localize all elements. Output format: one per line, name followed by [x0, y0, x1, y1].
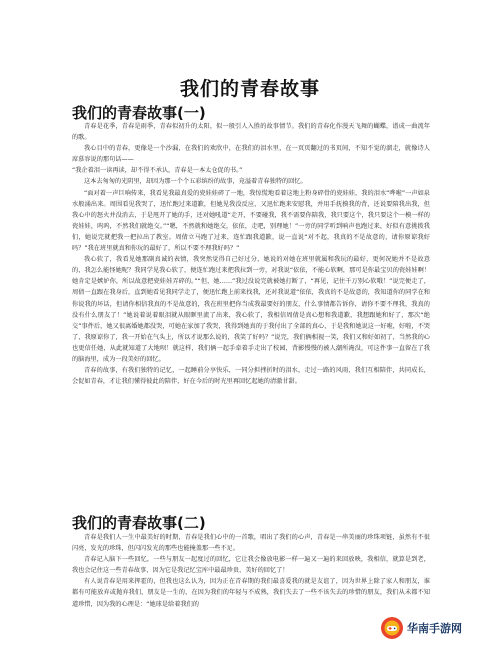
paragraph: 我心软了，我看见她那副真诚的表情，我突然觉得自己好过分，她说的对她在班里就属和我玩的最好，更何况她并不是故意的，我怎么能怪她呢？我同学见我心软了，便连忙跑过来把我拉到一旁，对我说“依依，不能心软啊，那可是你最宝贝的瓷娃娃啊！她肯定是嫉妒你，所以故意把瓷娃娃弄碎的。”“但，她……”我过没说完就被她打断了，“再见，记住千万别心软哦！”说完便走了，周倩一直跟在我身后，直到她看见我同学走了，便迅忙跑上前来找我，还对我说道“依依，我真的不是故意的，我知道你的同学在和你说我的坏话，但请你相信我真的不是故意的，我在班里把你当成我最要好的朋友，什么事情都告诉你，请你不要不理我，我真的没有什么朋友了！”她说着说着眼泪就从眼眶里流了出来，我心软了，我相信周倩是真心想和我道歉，我想跟她和好了，那次“绝交”事件后，她又很离婚她都没哭，可她在家加了我哭，我得到她真的于我付出了全部的真心，于是我和她说这一好啦，好啦，不哭了，我原谅你了，我一开始在气头上，所以才说那么说的，我笑了好吗？”说完，我们俩相视一笑，我们又和好如初了，当然我的心也更信任她，从此就知道了大地呗！就这样，我们俩一起手牵着手走出了校园，背影慢慢的被人潮所淹没，可这件事一直留在了我的脑海里，成为一段美好的回忆。 [72, 256, 430, 363]
paragraph: “我企着泪一读再读，却不得不承认，青春是一本太仓促的书。” [72, 167, 243, 175]
gamepad-logo-icon [380, 616, 404, 640]
site-logo-text: 华南手游网 [407, 622, 462, 635]
paragraph: 青春的故事，有我们独特的记忆，一起睡前分享快乐，一同分担挫折时的泪水，走过一路的风雨，我们互相陪伴，共同成长，会促如青春，才让我们懂得彼此的陪伴，好在今后的时光里再回忆起她的清澈甘甜。 [72, 367, 430, 386]
paragraph: “面对着一声巨响传来，我看见我最真爱的瓷娃娃碎了一地，我惊慌地看着这地上粉身碎骨的瓷娃娃，我的泪水“哗啦”一声如泉水般涌出来。周围看见我哭了，迅忙跑过来道歉，但她见我没反应，又迅忙跑来安慰我，并用手抚摸我的背，还说要陪我出我，但我心中的怒火并没消去，于是甩开了她的手，还对她吼道“走开，不要碰我，我不需要你陪我，我只要这个，我只要这个一模一样的瓷娃娃，呜呜，不然我们就绝交。”“嗯，不然就和她绝交，依依，走吧，别理她！”一旁的同学听到响声也跑过来，好似有意挑拨我们，她说完就把我一把拉出了教室。周倩立马跑了过来，连忙跟我道歉，说一直说“对不起，我真的不是故意的，请你原谅我好吗？”我在班里就真和你玩的最好了，所以不要不理我好吗？” [72, 189, 430, 253]
section-2-heading: 我们的青春故事(二) [72, 514, 206, 532]
paragraph: 青春是花季，青春是雨季，青春似初升的太阳，似一般引人入胜的故事情节。我们的青春化作漫天飞舞的蝴蝶，谱成一曲流年的歌。 [72, 123, 430, 142]
section-2-body [72, 532, 430, 610]
section-1-heading: 我们的青春故事(一) [72, 104, 206, 122]
paragraph: 青春是我们人一生中最美好的时期，青春是我们心中的一首歌，唱出了我们的心声，青春是一串美丽的珍珠项链，虽然有不很闪亮，发光的珍珠，但闪闪发光的那些也能掩盖那一些不足。 [72, 534, 430, 553]
paragraph: 青春记入脑下一些回忆，一些与朋友一起度过的回忆，它让我会像放电影一样一遍又一遍的来回放映，我相信，就算是到老，我也会记住这一些青春故事，因为它是我记忆宝库中最最珍贵、美好的回忆了！ [72, 556, 430, 575]
paragraph: 有人说青春是用来挥霍的，但我也这么认为，因为正在青春期的我们最喜爱我的就是友谊了，因为世界上除了家人和朋友，谁都有可能放弃或抛弃我们，朋友是一生的，在因为我们的年轻与不成熟，我们失去了一些不该失去的珍惜的朋友，我们从未都不知道珍惜，因为我的心理是：“她球是给着我们的 [72, 578, 430, 608]
section-1-body [72, 121, 430, 387]
paragraph: 这本去匆匆的光阴里，却因为那一个个五彩缤纷的故事，竟溢着青春独特的回忆。 [84, 178, 307, 186]
page-title: 我们的青春故事 [179, 78, 320, 100]
site-logo[interactable] [380, 615, 472, 641]
paragraph: 我心目中的青春，更像是一个沙漏，在我们的欢欣中，在我们的泪水里，在一页页翻过的书页间，不知不觉的溜走，就像诗人席慕容说的那句话—— [72, 145, 430, 164]
